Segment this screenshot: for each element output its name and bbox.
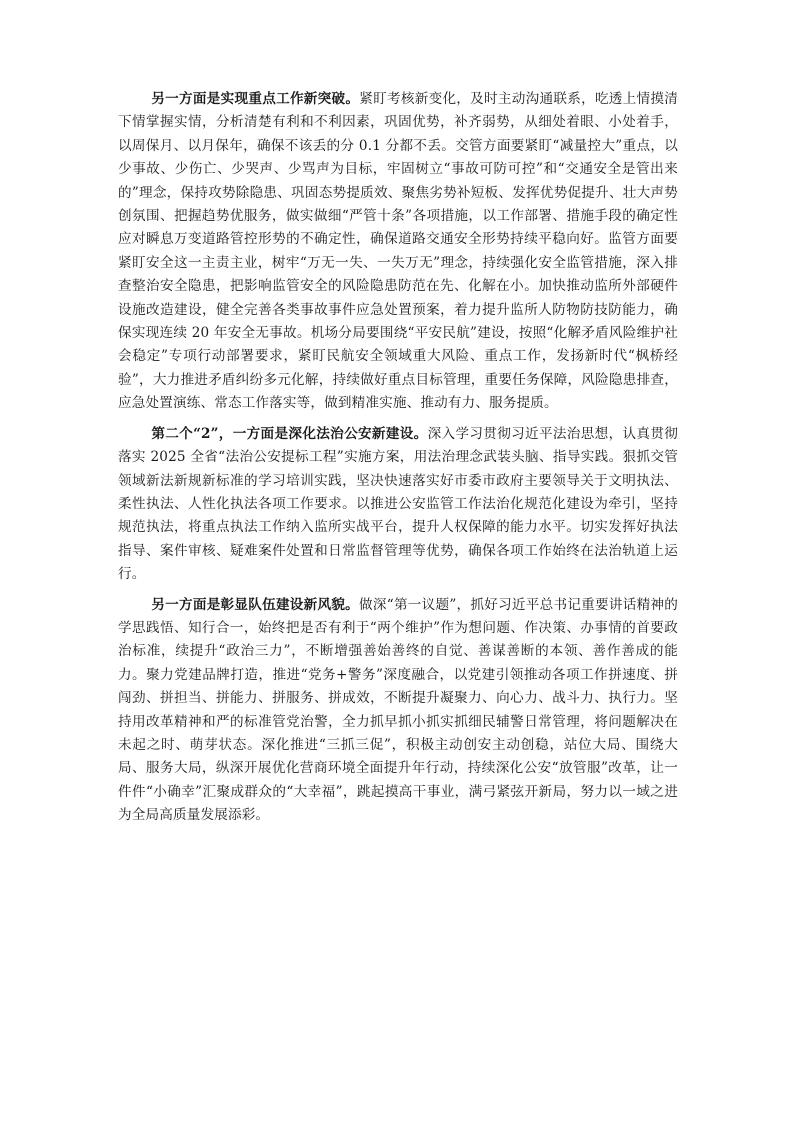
paragraph-body-text: 紧盯考核新变化，及时主动沟通联系，吃透上情摸清下情掌握实情，分析清楚有利和不利因素，巩固优势，补齐弱势，从细处着眼、小处着手，以周保月、以月保年，确保不该丢的分 0.1 分都不丢。交管方面要紧盯“减量控大”重点，以少事故、少伤亡、少哭声、少骂声为目标，牢固树立“事故可防可控”和“交通安全是管出来的”理念，保持攻势除隐患、巩固态势提质效、聚焦劣势补短板、发挥优势促提升、壮大声势创氛围、把握趋势优服务，做实做细“严管十条”各项措施，以工作部署、措施手段的确定性应对瞬息万变道路管控形势的不确定性，确保道路交通安全形势持续平稳向好。监管方面要紧盯安全这一主责主业，树牢“万无一失、一失万无”理念，持续强化安全监管措施，深入排查整治安全隐患，把影响监管安全的风险隐患防范在先、化解在小。加快推动监所外部硬件设施改造建设，健全完善各类事故事件应急处置预案，着力提升监所人防物防技防能力，确保实现连续 20 年安全无事故。机场分局要围绕“平安民航”建设，按照“化解矛盾风险维护社会稳定”专项行动部署要求，紧盯民航安全领域重大风险、重点工作，发扬新时代“枫桥经验”，大力推进矛盾纠纷多元化解，持续做好重点目标管理，重要任务保障，风险隐患排查，应急处置演练、常态工作落实等，做到精准实施、推动有力、服务提质。	[118, 91, 678, 412]
paragraph-lead-heading: 另一方面是彰显队伍建设新风貌。	[151, 596, 360, 613]
document-page	[118, 88, 678, 835]
paragraph-body-text: 深入学习贯彻习近平法治思想，认真贯彻落实 2025 全省“法治公安提标工程”实施方案，用法治理念武装头脑、指导实践。狠抓交管领域新法新规新标准的学习培训实践，坚决快速落实好市委市政府主要领导关于文明执法、柔性执法、人性化执法各项工作要求。以推进公安监管工作法治化规范化建设为牵引，坚持规范执法，将重点执法工作纳入监所实战平台，提升人权保障的能力水平。切实发挥好执法指导、案件审核、疑难案件处置和日常监督管理等优势，确保各项工作始终在法治轨道上运行。	[118, 425, 678, 583]
paragraph-rule-of-law	[118, 423, 678, 587]
paragraph-lead-heading: 另一方面是实现重点工作新突破。	[151, 91, 360, 107]
paragraph-lead-heading: 第二个“2”，一方面是深化法治公安新建设。	[151, 425, 428, 442]
paragraph-key-work-breakthrough	[118, 88, 678, 416]
paragraph-body-text: 做深“第一议题”，抓好习近平总书记重要讲话精神的学思践悟、知行合一，始终把是否有利于“两个维护”作为想问题、作决策、办事情的首要政治标准，续提升“政治三力”，不断增强善始善终的自觉、善谋善断的本领、善作善成的能力。聚力党建品牌打造，推进“党务+警务”深度融合，以党建引领推动各项工作拼速度、拼闯劲、拼担当、拼能力、拼服务、拼成效，不断提升凝聚力、向心力、战斗力、执行力。坚持用改革精神和严的标准管党治警，全力抓早抓小抓实抓细民辅警日常管理，将问题解决在未起之时、萌芽状态。深化推进“三抓三促”，积极主动创安主动创稳，站位大局、围绕大局、服务大局，纵深开展优化营商环境全面提升年行动，持续深化公安“放管服”改革，让一件件“小确幸”汇聚成群众的“大幸福”，跳起摸高干事业，满弓紧弦开新局，努力以一域之进为全局高质量发展添彩。	[118, 596, 679, 824]
paragraph-team-building	[118, 594, 678, 828]
